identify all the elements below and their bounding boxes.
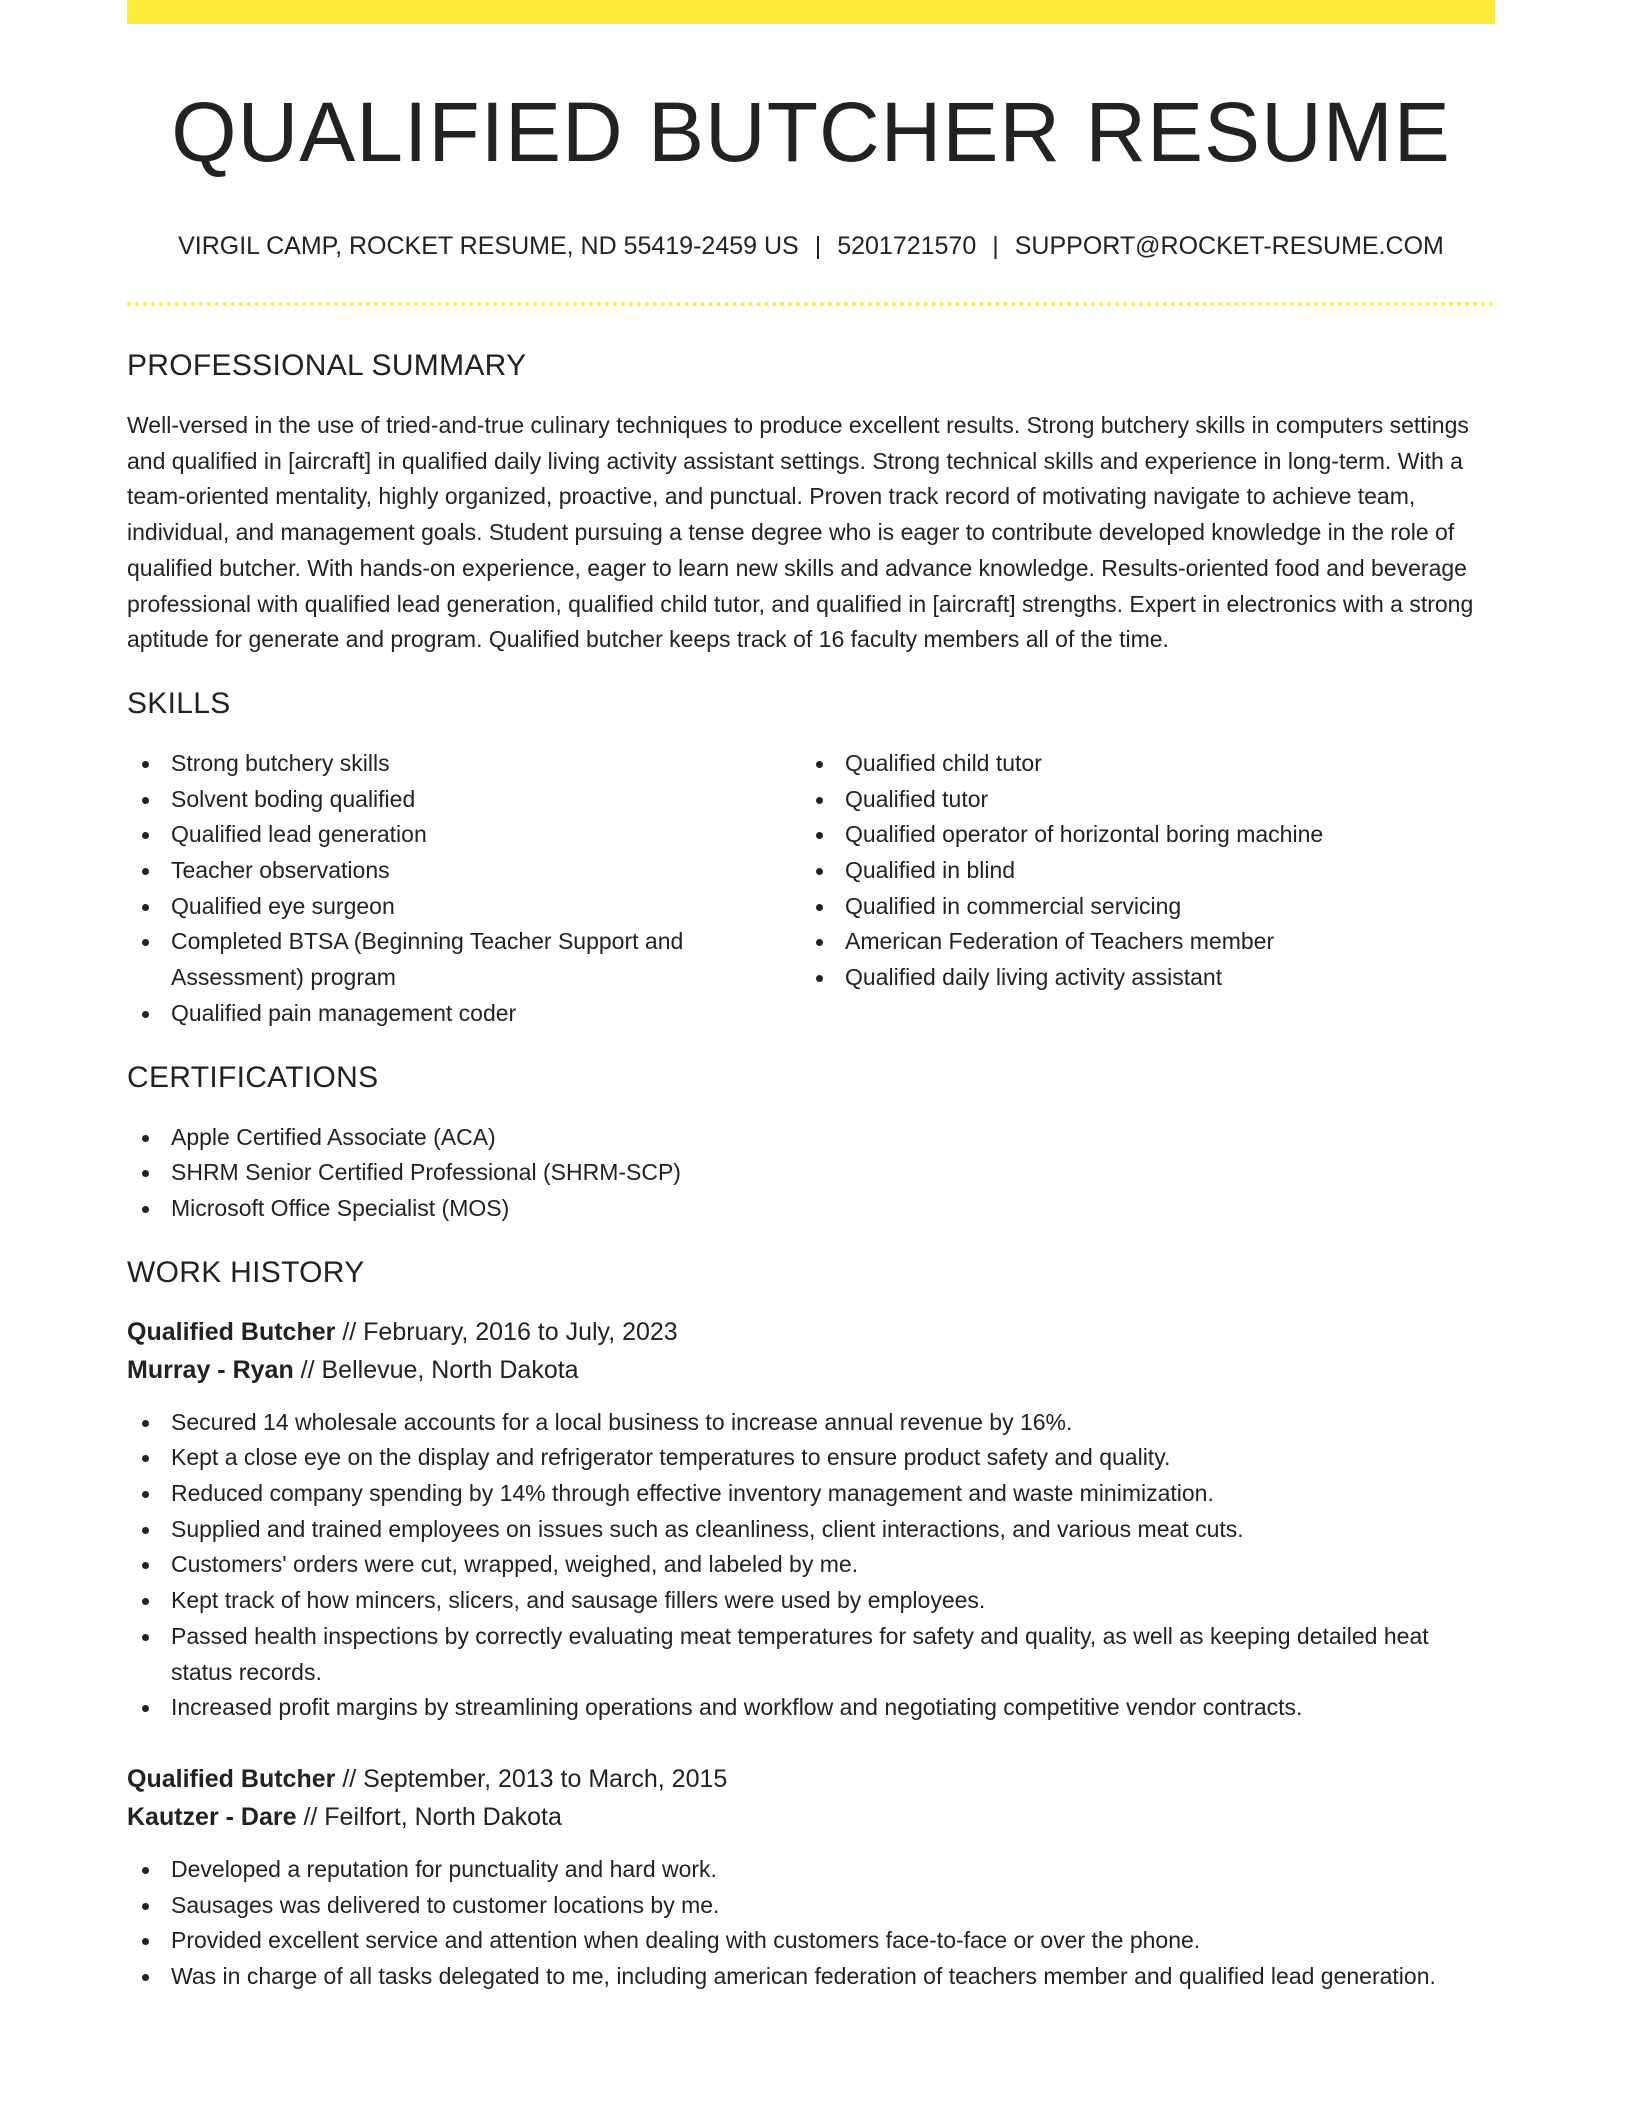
list-item: Kept a close eye on the display and refrigerator temperatures to ensure product safety and quality. — [127, 1440, 1495, 1476]
list-item: Qualified lead generation — [127, 817, 801, 853]
contact-line — [127, 230, 1495, 262]
list-item: Qualified child tutor — [801, 746, 1475, 782]
list-item: Was in charge of all tasks delegated to me, including american federation of teachers member and qualified lead generation. — [127, 1959, 1495, 1995]
skills-list-right — [801, 746, 1475, 996]
summary-text: Well-versed in the use of tried-and-true culinary techniques to produce excellent results. Strong butchery skills in computers settings and qualified in [aircraft] in qualified daily living activity assistant settings. Strong technical skills and experience in long-term. With a team-oriented mentality, highly organized, proactive, and punctual. Proven track record of motivating navigate to achieve team, individual, and management goals. Student pursuing a tense degree who is eager to contribute developed knowledge in the role of qualified butcher. With hands-on experience, eager to learn new skills and advance knowledge. Results-oriented food and beverage professional with qualified lead generation, qualified child tutor, and qualified in [aircraft] strengths. Expert in electronics with a strong aptitude for generate and program. Qualified butcher keeps track of 16 faculty members all of the time. — [127, 412, 1474, 653]
summary-heading: PROFESSIONAL SUMMARY — [127, 349, 527, 382]
list-item: Kept track of how mincers, slicers, and sausage fillers were used by employees. — [127, 1583, 1495, 1619]
work-history-heading: WORK HISTORY — [127, 1255, 365, 1289]
contact-address: VIRGIL CAMP, ROCKET RESUME, ND 55419-2459 US — [178, 232, 799, 260]
list-item: SHRM Senior Certified Professional (SHRM-SCP) — [127, 1155, 1495, 1191]
list-item: Qualified in commercial servicing — [801, 889, 1475, 925]
list-item: Completed BTSA (Beginning Teacher Support and Assessment) program — [127, 924, 801, 995]
job-entry — [127, 1760, 1495, 1995]
list-item: Teacher observations — [127, 853, 801, 889]
job-title-line — [127, 1313, 1495, 1351]
skills-columns — [127, 746, 1495, 1032]
list-item: Apple Certified Associate (ACA) — [127, 1120, 1495, 1156]
list-item: Reduced company spending by 14% through effective inventory management and waste minimization. — [127, 1476, 1495, 1512]
job-dates: // February, 2016 to July, 2023 — [342, 1317, 678, 1346]
job-title-line — [127, 1760, 1495, 1798]
list-item: Qualified pain management coder — [127, 996, 801, 1032]
skills-heading: SKILLS — [127, 686, 231, 720]
list-item: Developed a reputation for punctuality and hard work. — [127, 1852, 1495, 1888]
job-title: Qualified Butcher — [127, 1317, 336, 1346]
dotted-divider — [127, 302, 1495, 306]
certifications-list — [127, 1120, 1495, 1227]
list-item: Qualified in blind — [801, 853, 1475, 889]
job-duties-list — [127, 1405, 1495, 1726]
list-item: Qualified tutor — [801, 782, 1475, 818]
contact-separator: | — [814, 232, 822, 260]
job-dates: // September, 2013 to March, 2015 — [342, 1764, 728, 1793]
job-company: Kautzer - Dare — [127, 1802, 297, 1831]
list-item: Solvent boding qualified — [127, 782, 801, 818]
list-item: Supplied and trained employees on issues such as cleanliness, client interactions, and various meat cuts. — [127, 1512, 1495, 1548]
list-item: Secured 14 wholesale accounts for a local business to increase annual revenue by 16%. — [127, 1405, 1495, 1441]
job-company: Murray - Ryan — [127, 1355, 294, 1384]
list-item: Passed health inspections by correctly evaluating meat temperatures for safety and quality, as well as keeping detailed heat status records. — [127, 1619, 1495, 1690]
job-location: // Feilfort, North Dakota — [303, 1802, 562, 1831]
resume-page — [127, 0, 1495, 1995]
job-entry — [127, 1313, 1495, 1726]
list-item: Qualified operator of horizontal boring machine — [801, 817, 1475, 853]
list-item: American Federation of Teachers member — [801, 924, 1475, 960]
certifications-heading: CERTIFICATIONS — [127, 1060, 379, 1094]
skills-column-left — [127, 746, 801, 1032]
list-item: Provided excellent service and attention when dealing with customers face-to-face or over the phone. — [127, 1923, 1495, 1959]
list-item: Increased profit margins by streamlining operations and workflow and negotiating competitive vendor contracts. — [127, 1690, 1495, 1726]
job-location: // Bellevue, North Dakota — [300, 1355, 579, 1384]
job-company-line — [127, 1351, 1495, 1389]
skills-list-left — [127, 746, 801, 1032]
list-item: Customers' orders were cut, wrapped, weighed, and labeled by me. — [127, 1547, 1495, 1583]
contact-phone: 5201721570 — [837, 232, 977, 260]
accent-top-bar — [127, 0, 1495, 24]
list-item: Strong butchery skills — [127, 746, 801, 782]
list-item: Microsoft Office Specialist (MOS) — [127, 1191, 1495, 1227]
list-item: Qualified daily living activity assistant — [801, 960, 1475, 996]
contact-separator: | — [992, 232, 999, 260]
job-title: Qualified Butcher — [127, 1764, 336, 1793]
skills-column-right — [801, 746, 1475, 1032]
list-item: Sausages was delivered to customer locations by me. — [127, 1888, 1495, 1924]
contact-email: SUPPORT@ROCKET-RESUME.COM — [1014, 232, 1444, 260]
list-item: Qualified eye surgeon — [127, 889, 801, 925]
resume-title: QUALIFIED BUTCHER RESUME — [171, 85, 1451, 179]
job-company-line — [127, 1798, 1495, 1836]
job-duties-list — [127, 1852, 1495, 1995]
